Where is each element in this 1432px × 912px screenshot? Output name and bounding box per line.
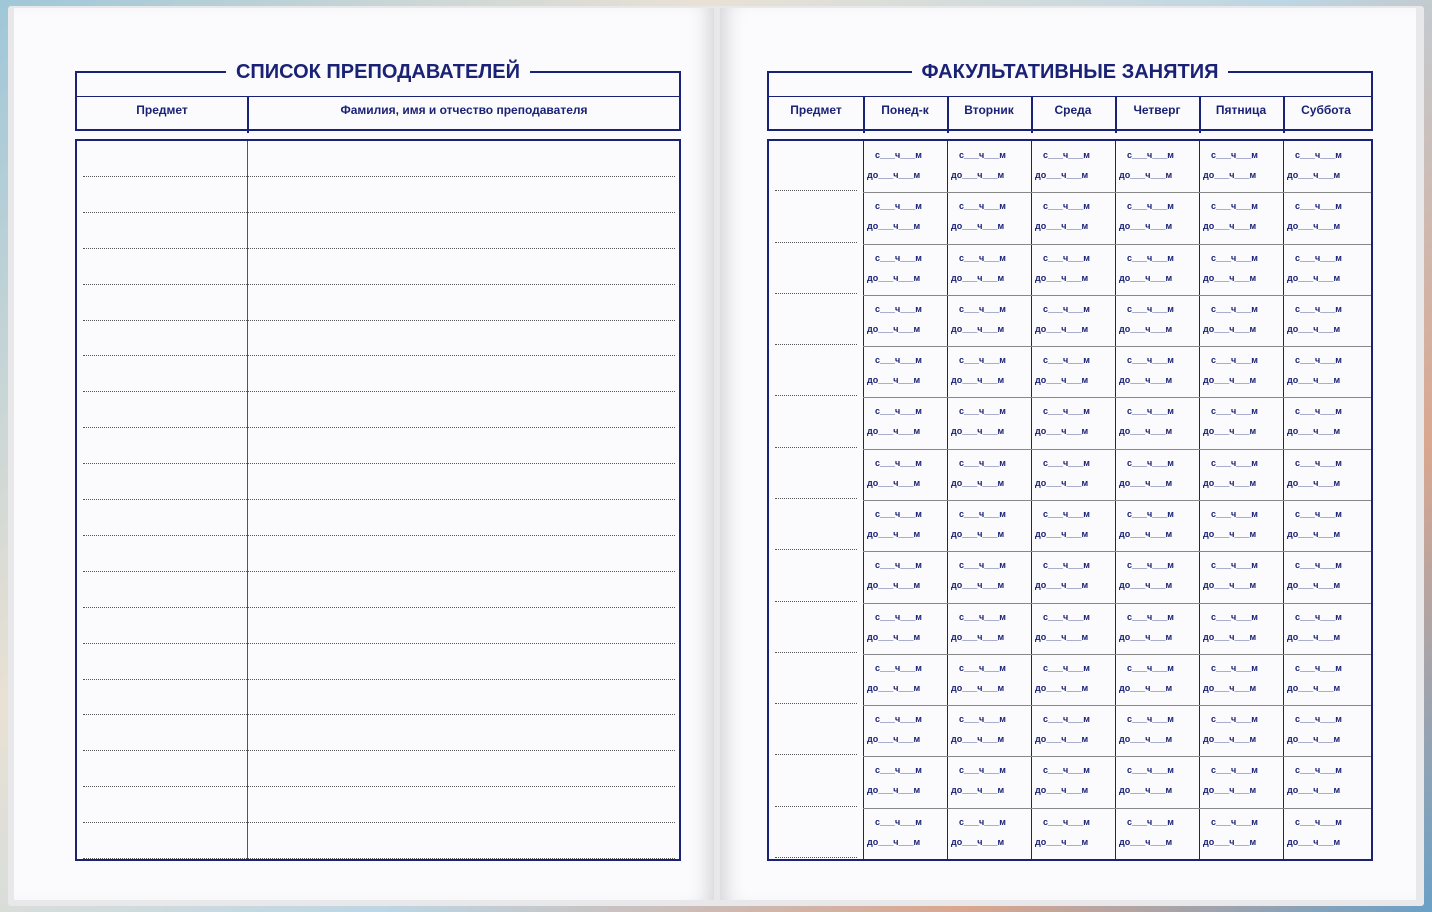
time-from-field[interactable]: с___ч___м [875,406,922,416]
time-to-field[interactable]: до___ч___м [1287,221,1341,231]
teacher-row-line[interactable] [83,355,675,356]
time-from-field[interactable]: с___ч___м [1127,355,1174,365]
time-to-field[interactable]: до___ч___м [867,478,921,488]
time-from-field[interactable]: с___ч___м [1127,201,1174,211]
time-from-field[interactable]: с___ч___м [875,765,922,775]
time-from-field[interactable]: с___ч___м [1295,817,1342,827]
time-to-field[interactable]: до___ч___м [1203,580,1257,590]
time-to-field[interactable]: до___ч___м [867,375,921,385]
elective-subject-line[interactable] [775,652,857,653]
col-subject: Предмет [136,103,188,117]
time-from-field[interactable]: с___ч___м [1127,406,1174,416]
time-from-field[interactable]: с___ч___м [1295,560,1342,570]
time-to-field[interactable]: до___ч___м [1119,734,1173,744]
time-to-field[interactable]: до___ч___м [1287,632,1341,642]
teacher-row-line[interactable] [83,535,675,536]
right-page [720,8,1416,900]
time-to-field[interactable]: до___ч___м [951,426,1005,436]
time-to-field[interactable]: до___ч___м [1119,221,1173,231]
time-from-field[interactable]: с___ч___м [1295,714,1342,724]
teacher-row-line[interactable] [83,786,675,787]
time-to-field[interactable]: до___ч___м [1203,324,1257,334]
time-to-field[interactable]: до___ч___м [951,529,1005,539]
time-to-field[interactable]: до___ч___м [1287,734,1341,744]
time-from-field[interactable]: с___ч___м [959,509,1006,519]
time-from-field[interactable]: с___ч___м [875,714,922,724]
col-5: Пятница [1215,103,1267,117]
time-from-field[interactable]: с___ч___м [1043,817,1090,827]
time-to-field[interactable]: до___ч___м [1287,273,1341,283]
time-from-field[interactable]: с___ч___м [1127,509,1174,519]
time-from-field[interactable]: с___ч___м [1043,304,1090,314]
time-from-field[interactable]: с___ч___м [1295,663,1342,673]
time-from-field[interactable]: с___ч___м [1127,560,1174,570]
time-to-field[interactable]: до___ч___м [1035,426,1089,436]
time-to-field[interactable]: до___ч___м [1035,837,1089,847]
time-to-field[interactable]: до___ч___м [1287,529,1341,539]
elective-subject-line[interactable] [775,601,857,602]
col-0: Предмет [790,103,842,117]
time-to-field[interactable]: до___ч___м [1203,734,1257,744]
teacher-row-line[interactable] [83,643,675,644]
time-to-field[interactable]: до___ч___м [1119,632,1173,642]
time-from-field[interactable]: с___ч___м [1211,612,1258,622]
elective-subject-line[interactable] [775,703,857,704]
time-to-field[interactable]: до___ч___м [867,529,921,539]
time-to-field[interactable]: до___ч___м [1287,683,1341,693]
teacher-row-line[interactable] [83,714,675,715]
time-to-field[interactable]: до___ч___м [1287,478,1341,488]
time-from-field[interactable]: с___ч___м [1127,663,1174,673]
electives-header [767,61,1373,131]
time-to-field[interactable]: до___ч___м [867,426,921,436]
time-from-field[interactable]: с___ч___м [1211,663,1258,673]
time-from-field[interactable]: с___ч___м [1295,253,1342,263]
time-to-field[interactable]: до___ч___м [951,580,1005,590]
time-to-field[interactable]: до___ч___м [1287,426,1341,436]
time-from-field[interactable]: с___ч___м [959,150,1006,160]
time-to-field[interactable]: до___ч___м [951,734,1005,744]
time-from-field[interactable]: с___ч___м [959,355,1006,365]
teachers-header [75,61,681,131]
time-from-field[interactable]: с___ч___м [1295,458,1342,468]
time-from-field[interactable]: с___ч___м [1211,355,1258,365]
time-from-field[interactable]: с___ч___м [1127,714,1174,724]
teacher-row-line[interactable] [83,571,675,572]
time-to-field[interactable]: до___ч___м [867,221,921,231]
time-from-field[interactable]: с___ч___м [1211,458,1258,468]
time-to-field[interactable]: до___ч___м [1203,170,1257,180]
time-from-field[interactable]: с___ч___м [1043,150,1090,160]
elective-subject-line[interactable] [775,857,857,858]
time-from-field[interactable]: с___ч___м [1043,612,1090,622]
time-from-field[interactable]: с___ч___м [1043,253,1090,263]
time-from-field[interactable]: с___ч___м [959,612,1006,622]
teacher-row-line[interactable] [83,427,675,428]
time-from-field[interactable]: с___ч___м [1295,304,1342,314]
time-from-field[interactable]: с___ч___м [1295,150,1342,160]
col-6: Суббота [1301,103,1351,117]
time-to-field[interactable]: до___ч___м [951,324,1005,334]
elective-subject-line[interactable] [775,447,857,448]
time-from-field[interactable]: с___ч___м [1211,509,1258,519]
time-from-field[interactable]: с___ч___м [959,406,1006,416]
time-to-field[interactable]: до___ч___м [1035,734,1089,744]
time-to-field[interactable]: до___ч___м [951,632,1005,642]
time-from-field[interactable]: с___ч___м [959,560,1006,570]
time-from-field[interactable]: с___ч___м [875,253,922,263]
time-from-field[interactable]: с___ч___м [1211,406,1258,416]
time-to-field[interactable]: до___ч___м [1035,580,1089,590]
time-from-field[interactable]: с___ч___м [1295,765,1342,775]
time-to-field[interactable]: до___ч___м [1119,683,1173,693]
time-from-field[interactable]: с___ч___м [875,355,922,365]
elective-subject-line[interactable] [775,806,857,807]
teacher-row-line[interactable] [83,679,675,680]
time-from-field[interactable]: с___ч___м [875,560,922,570]
col-4: Четверг [1133,103,1181,117]
time-to-field[interactable]: до___ч___м [867,273,921,283]
time-to-field[interactable]: до___ч___м [1035,632,1089,642]
time-from-field[interactable]: с___ч___м [959,304,1006,314]
time-to-field[interactable]: до___ч___м [951,170,1005,180]
time-from-field[interactable]: с___ч___м [1127,150,1174,160]
time-to-field[interactable]: до___ч___м [1287,580,1341,590]
time-from-field[interactable]: с___ч___м [1295,406,1342,416]
time-to-field[interactable]: до___ч___м [951,478,1005,488]
time-to-field[interactable]: до___ч___м [867,170,921,180]
time-from-field[interactable]: с___ч___м [875,458,922,468]
time-from-field[interactable]: с___ч___м [875,201,922,211]
time-from-field[interactable]: с___ч___м [1127,458,1174,468]
time-to-field[interactable]: до___ч___м [1203,785,1257,795]
teacher-row-line[interactable] [83,284,675,285]
elective-subject-line[interactable] [775,293,857,294]
time-to-field[interactable]: до___ч___м [951,683,1005,693]
time-to-field[interactable]: до___ч___м [1287,837,1341,847]
time-to-field[interactable]: до___ч___м [1119,375,1173,385]
time-to-field[interactable]: до___ч___м [867,785,921,795]
time-to-field[interactable]: до___ч___м [1287,324,1341,334]
time-to-field[interactable]: до___ч___м [1203,221,1257,231]
time-from-field[interactable]: с___ч___м [959,765,1006,775]
time-to-field[interactable]: до___ч___м [951,375,1005,385]
time-to-field[interactable]: до___ч___м [1203,426,1257,436]
time-from-field[interactable]: с___ч___м [959,458,1006,468]
time-from-field[interactable]: с___ч___м [1043,509,1090,519]
time-from-field[interactable]: с___ч___м [1043,201,1090,211]
time-from-field[interactable]: с___ч___м [959,253,1006,263]
time-to-field[interactable]: до___ч___м [867,837,921,847]
time-from-field[interactable]: с___ч___м [959,714,1006,724]
time-from-field[interactable]: с___ч___м [875,509,922,519]
time-from-field[interactable]: с___ч___м [1043,765,1090,775]
elective-subject-line[interactable] [775,498,857,499]
teacher-row-line[interactable] [83,176,675,177]
time-to-field[interactable]: до___ч___м [1035,478,1089,488]
time-to-field[interactable]: до___ч___м [1035,375,1089,385]
time-from-field[interactable]: с___ч___м [1295,509,1342,519]
teacher-row-line[interactable] [83,463,675,464]
time-from-field[interactable]: с___ч___м [1295,201,1342,211]
time-to-field[interactable]: до___ч___м [1035,273,1089,283]
electives-title: ФАКУЛЬТАТИВНЫЕ ЗАНЯТИЯ [769,59,1371,85]
time-to-field[interactable]: до___ч___м [1119,580,1173,590]
time-to-field[interactable]: до___ч___м [1119,324,1173,334]
time-to-field[interactable]: до___ч___м [1119,478,1173,488]
time-to-field[interactable]: до___ч___м [1203,273,1257,283]
time-to-field[interactable]: до___ч___м [867,683,921,693]
time-from-field[interactable]: с___ч___м [1043,458,1090,468]
time-from-field[interactable]: с___ч___м [1043,663,1090,673]
time-from-field[interactable]: с___ч___м [1211,560,1258,570]
time-to-field[interactable]: до___ч___м [1203,529,1257,539]
time-to-field[interactable]: до___ч___м [1287,375,1341,385]
time-from-field[interactable]: с___ч___м [875,663,922,673]
time-from-field[interactable]: с___ч___м [1043,406,1090,416]
time-from-field[interactable]: с___ч___м [1043,714,1090,724]
teacher-row-line[interactable] [83,750,675,751]
time-from-field[interactable]: с___ч___м [959,201,1006,211]
time-from-field[interactable]: с___ч___м [1127,612,1174,622]
time-to-field[interactable]: до___ч___м [1203,478,1257,488]
col-teacher-name: Фамилия, имя и отчество преподавателя [340,103,588,117]
time-from-field[interactable]: с___ч___м [1211,150,1258,160]
time-to-field[interactable]: до___ч___м [1035,221,1089,231]
time-from-field[interactable]: с___ч___м [875,817,922,827]
teacher-row-line[interactable] [83,858,675,859]
elective-subject-line[interactable] [775,242,857,243]
time-to-field[interactable]: до___ч___м [1119,273,1173,283]
time-to-field[interactable]: до___ч___м [1203,375,1257,385]
teacher-row-line[interactable] [83,248,675,249]
time-from-field[interactable]: с___ч___м [1211,253,1258,263]
teachers-table [75,139,681,861]
time-from-field[interactable]: с___ч___м [1043,560,1090,570]
time-from-field[interactable]: с___ч___м [959,817,1006,827]
time-from-field[interactable]: с___ч___м [1211,765,1258,775]
time-from-field[interactable]: с___ч___м [1043,355,1090,365]
time-to-field[interactable]: до___ч___м [1035,170,1089,180]
elective-subject-line[interactable] [775,190,857,191]
time-to-field[interactable]: до___ч___м [1119,426,1173,436]
time-to-field[interactable]: до___ч___м [951,785,1005,795]
col-3: Среда [1054,103,1092,117]
time-to-field[interactable]: до___ч___м [1287,170,1341,180]
time-to-field[interactable]: до___ч___м [1035,785,1089,795]
time-to-field[interactable]: до___ч___м [1035,324,1089,334]
time-from-field[interactable]: с___ч___м [959,663,1006,673]
time-from-field[interactable]: с___ч___м [1127,765,1174,775]
time-to-field[interactable]: до___ч___м [1035,683,1089,693]
time-to-field[interactable]: до___ч___м [1119,837,1173,847]
time-from-field[interactable]: с___ч___м [1295,355,1342,365]
time-to-field[interactable]: до___ч___м [1119,529,1173,539]
time-to-field[interactable]: до___ч___м [867,734,921,744]
col-2: Вторник [964,103,1014,117]
teacher-row-line[interactable] [83,607,675,608]
time-to-field[interactable]: до___ч___м [867,580,921,590]
time-from-field[interactable]: с___ч___м [1295,612,1342,622]
left-page [14,8,714,900]
time-to-field[interactable]: до___ч___м [867,632,921,642]
teacher-row-line[interactable] [83,822,675,823]
time-to-field[interactable]: до___ч___м [1287,785,1341,795]
teacher-row-line[interactable] [83,320,675,321]
time-to-field[interactable]: до___ч___м [951,273,1005,283]
time-to-field[interactable]: до___ч___м [1203,632,1257,642]
time-from-field[interactable]: с___ч___м [1127,253,1174,263]
elective-subject-line[interactable] [775,754,857,755]
time-from-field[interactable]: с___ч___м [1127,817,1174,827]
electives-table [767,139,1373,861]
time-to-field[interactable]: до___ч___м [1035,529,1089,539]
time-from-field[interactable]: с___ч___м [875,304,922,314]
time-to-field[interactable]: до___ч___м [867,324,921,334]
time-from-field[interactable]: с___ч___м [1211,817,1258,827]
teacher-row-line[interactable] [83,212,675,213]
time-from-field[interactable]: с___ч___м [875,612,922,622]
elective-subject-line[interactable] [775,549,857,550]
time-to-field[interactable]: до___ч___м [1203,683,1257,693]
elective-subject-line[interactable] [775,395,857,396]
time-from-field[interactable]: с___ч___м [1127,304,1174,314]
teacher-row-line[interactable] [83,391,675,392]
time-to-field[interactable]: до___ч___м [951,837,1005,847]
time-to-field[interactable]: до___ч___м [1119,170,1173,180]
elective-subject-line[interactable] [775,344,857,345]
time-from-field[interactable]: с___ч___м [875,150,922,160]
col-1: Понед-к [881,103,929,117]
teacher-row-line[interactable] [83,499,675,500]
time-from-field[interactable]: с___ч___м [1211,304,1258,314]
time-to-field[interactable]: до___ч___м [1119,785,1173,795]
time-from-field[interactable]: с___ч___м [1211,201,1258,211]
time-to-field[interactable]: до___ч___м [1203,837,1257,847]
teachers-title: СПИСОК ПРЕПОДАВАТЕЛЕЙ [77,59,679,85]
time-to-field[interactable]: до___ч___м [951,221,1005,231]
time-from-field[interactable]: с___ч___м [1211,714,1258,724]
